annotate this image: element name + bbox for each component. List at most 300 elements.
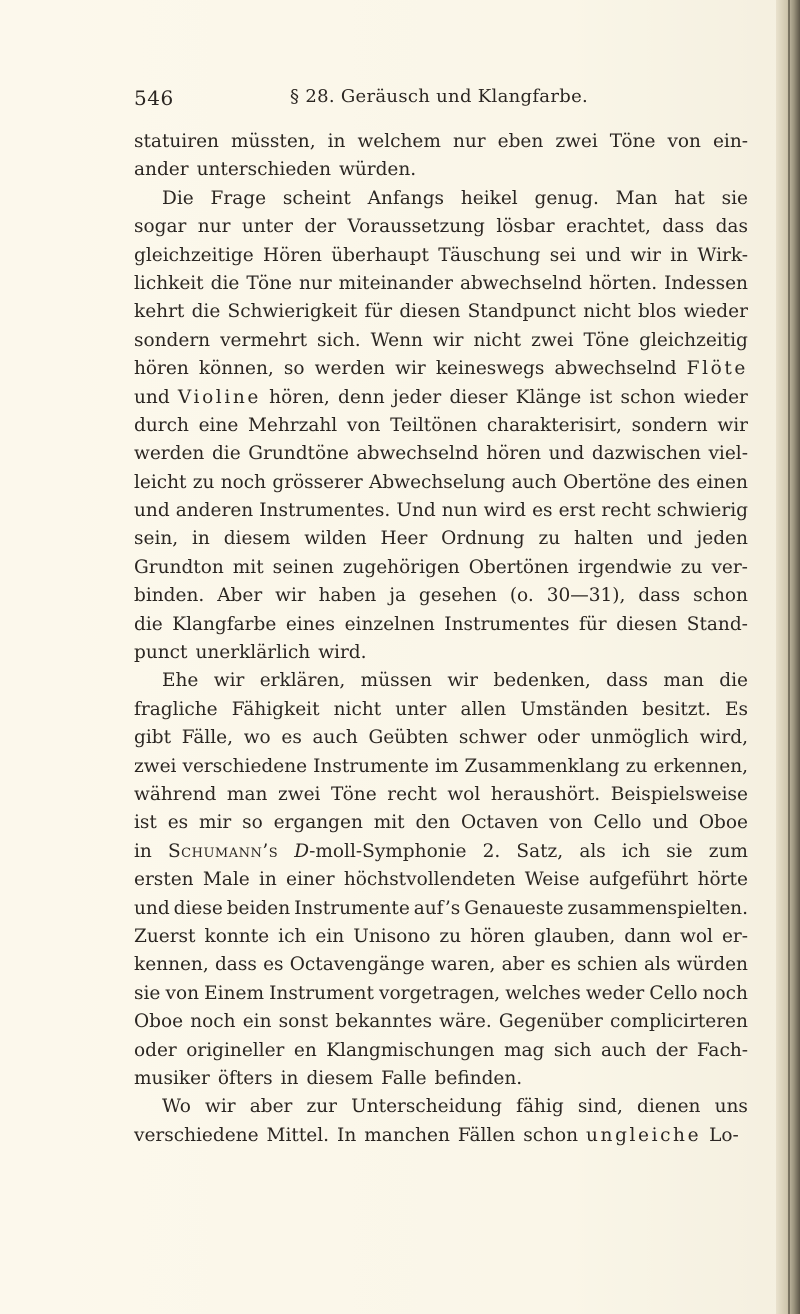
word: das: [715, 216, 748, 238]
word: fähig: [516, 1096, 564, 1118]
word: verschiedene: [182, 755, 308, 777]
word: es: [281, 727, 302, 749]
word: wir: [205, 1096, 236, 1118]
word: einzelnen: [344, 613, 435, 635]
word: hören: [486, 443, 541, 465]
word: müssten,: [230, 131, 316, 152]
word: dann: [624, 925, 671, 947]
word: in: [192, 528, 210, 550]
text-line: [134, 838, 748, 866]
word: uns: [714, 1096, 748, 1118]
word: Teiltönen: [390, 414, 478, 436]
word: sind,: [577, 1096, 623, 1118]
text-line: [134, 185, 748, 213]
word: und: [134, 386, 170, 408]
word: oder: [134, 1039, 177, 1061]
word: Lo-: [709, 1124, 739, 1146]
word: Es: [724, 698, 748, 720]
word: öfters: [217, 1067, 273, 1089]
word: in: [258, 869, 277, 891]
text-line: [134, 327, 748, 355]
word: der: [304, 216, 337, 238]
text-line: [134, 384, 748, 412]
word: Instrument: [269, 982, 374, 1004]
text-line: [134, 781, 748, 809]
word: er-: [721, 925, 748, 947]
word: schon: [620, 386, 676, 408]
word: Aber: [217, 585, 263, 607]
word: schon: [523, 1124, 579, 1146]
word: Flöte: [686, 358, 748, 380]
word: Frage: [210, 187, 267, 209]
word: im: [434, 755, 459, 777]
word: Violine: [177, 386, 261, 408]
word: Hören: [262, 244, 322, 266]
word: haben: [318, 585, 377, 607]
word: müssen: [360, 670, 432, 692]
word: des: [657, 471, 690, 493]
word: auf’s: [413, 897, 461, 919]
word: 2.: [482, 840, 501, 862]
word: Mittel.: [266, 1124, 330, 1146]
text-line: [134, 753, 748, 781]
word: erachtet,: [566, 216, 651, 238]
text-line: [134, 696, 748, 724]
word: werden: [134, 443, 205, 465]
word: Täuschung: [438, 244, 541, 266]
word: miteinander: [338, 272, 453, 294]
word: diese: [173, 897, 223, 919]
word: Wo: [162, 1096, 191, 1118]
word: Fällen: [457, 1124, 516, 1146]
word: besitzt.: [642, 698, 711, 720]
word: ungleiche: [586, 1124, 702, 1146]
word: in: [134, 840, 152, 862]
word: Falle: [381, 1067, 427, 1089]
word: diesen: [616, 613, 678, 635]
text-line: [134, 951, 748, 979]
word: der: [655, 1039, 688, 1061]
word: den: [415, 812, 451, 834]
word: wol: [447, 783, 481, 805]
word: nur: [452, 131, 486, 152]
word: diesen: [399, 301, 461, 323]
word: Umständen: [520, 698, 629, 720]
word: mir: [198, 812, 232, 834]
word: Obertöne: [563, 471, 652, 493]
word: so: [242, 812, 263, 834]
word: eben: [497, 131, 544, 152]
word: Zuerst: [134, 925, 196, 947]
word: Standpunct: [467, 301, 576, 323]
word: dass: [606, 670, 649, 692]
word: und: [585, 244, 622, 266]
word: Töne: [246, 272, 292, 294]
word: recht: [601, 500, 651, 522]
word: Klänge: [515, 386, 582, 408]
text-line: [134, 298, 748, 326]
word: wir: [717, 414, 748, 436]
word: aufgeführt: [588, 869, 689, 891]
word: weder: [585, 982, 645, 1004]
word: Grundton: [134, 556, 224, 578]
word: Abwechselung: [369, 471, 506, 493]
word: lichkeit: [134, 272, 204, 294]
text-line: [134, 242, 748, 270]
word: dass: [638, 585, 681, 607]
word: dazwischen: [591, 443, 701, 465]
word: blos: [637, 301, 677, 323]
word: für: [364, 301, 393, 323]
word: Male: [202, 869, 250, 891]
word: abwechselnd: [459, 272, 582, 294]
word: ander: [134, 159, 189, 181]
word: einer: [286, 869, 335, 891]
word: Schwierigkeit: [227, 301, 358, 323]
word: unter: [241, 216, 293, 238]
text-line: [134, 895, 748, 923]
page-number: 546: [134, 86, 174, 110]
word: und: [134, 500, 170, 522]
text-line: [134, 639, 748, 667]
word: die: [134, 613, 163, 635]
gutter-edge-line: [788, 0, 790, 1314]
word: charakterisirt,: [486, 414, 622, 436]
word: Cello: [593, 812, 642, 834]
word: sondern: [134, 329, 211, 351]
word: höchstvollendeten: [343, 869, 516, 891]
word: punct: [134, 642, 188, 664]
word: In: [337, 1124, 357, 1146]
word: Cello: [649, 982, 698, 1004]
word: diesem: [306, 1067, 374, 1089]
word: diesem: [223, 528, 291, 550]
word: zu: [439, 925, 462, 947]
word: nun: [441, 500, 478, 522]
word: Unisono: [353, 925, 431, 947]
word: unter: [395, 698, 447, 720]
word: grösserer: [272, 471, 363, 493]
word: statuiren: [134, 131, 219, 152]
text-line: [134, 582, 748, 610]
word: nicht: [333, 698, 382, 720]
word: Obertönen: [468, 556, 569, 578]
word: eines: [285, 613, 336, 635]
word: ein-: [712, 131, 748, 152]
word: ich: [278, 925, 307, 947]
word: lösbar: [496, 216, 555, 238]
word: schien: [577, 954, 638, 976]
word: und: [652, 812, 689, 834]
word: Octavengänge: [289, 954, 425, 976]
word: Instrumente: [294, 897, 410, 919]
word: kehrt: [134, 301, 185, 323]
word: Man: [615, 187, 658, 209]
word: sie: [721, 187, 748, 209]
word: es: [550, 954, 571, 976]
text-line: [134, 270, 748, 298]
word: scheint: [282, 187, 351, 209]
word: von: [346, 414, 381, 436]
word: leicht: [134, 471, 187, 493]
word: erkennen,: [653, 755, 748, 777]
word: mit: [232, 556, 264, 578]
word: sie: [666, 840, 693, 862]
word: ersten: [134, 869, 194, 891]
word: Klangmischungen: [326, 1039, 495, 1061]
word: hören,: [269, 386, 330, 408]
word: ich: [621, 840, 651, 862]
word: Heer: [380, 528, 428, 550]
word: die: [211, 443, 241, 465]
word: sein,: [134, 528, 179, 550]
word: Genaueste: [464, 897, 564, 919]
word: waren,: [430, 954, 496, 976]
word: keineswegs: [435, 358, 545, 380]
word: Fälle,: [181, 727, 234, 749]
word: die: [191, 301, 221, 323]
word: Stand-: [686, 613, 748, 635]
word: ein: [315, 925, 345, 947]
word: wäre.: [439, 1011, 492, 1033]
text-line: [134, 412, 748, 440]
word: in: [327, 131, 346, 152]
word: schon: [693, 585, 748, 607]
word: hörten.: [589, 272, 658, 294]
word: viel-: [708, 443, 748, 465]
word: es: [167, 812, 189, 834]
word: en: [293, 1039, 317, 1061]
word: Ordnung: [441, 528, 525, 550]
word: in: [280, 1067, 299, 1089]
word: Einem: [204, 982, 264, 1004]
word: zu: [680, 556, 703, 578]
word: wir: [395, 358, 426, 380]
word: zum: [708, 840, 748, 862]
word: wird.: [318, 642, 367, 664]
word: und: [134, 897, 170, 919]
word: Geübten: [368, 727, 449, 749]
text-line: [134, 1008, 748, 1036]
text-line: [134, 923, 748, 951]
word: und: [548, 443, 585, 465]
word: Gegenüber: [498, 1011, 603, 1033]
word: von: [165, 982, 200, 1004]
word: Mehrzahl: [247, 414, 338, 436]
text-line: [134, 667, 748, 695]
word: befinden.: [434, 1067, 523, 1089]
word: Beispielsweise: [610, 783, 748, 805]
word: wilden: [304, 528, 367, 550]
word: Grundtöne: [248, 443, 349, 465]
word: manchen: [364, 1124, 450, 1146]
word: denn: [338, 386, 385, 408]
word: konnte: [204, 925, 270, 947]
word: wieder: [683, 301, 748, 323]
text-line: [134, 213, 748, 241]
word: zwei: [134, 755, 177, 777]
word: Octaven: [460, 812, 539, 834]
text-line: [134, 866, 748, 894]
word: aber: [249, 1096, 293, 1118]
word: wird: [483, 500, 527, 522]
word: als: [579, 840, 606, 862]
word: complicirteren: [609, 1011, 748, 1033]
word: eine: [198, 414, 239, 436]
word: erklären,: [259, 670, 346, 692]
word: allen: [460, 698, 507, 720]
word: noch: [702, 982, 748, 1004]
word: vorgetragen,: [379, 982, 501, 1004]
word: Töne: [331, 783, 377, 805]
word: verschiedene: [134, 1124, 259, 1146]
word: welchem: [357, 131, 441, 152]
text-line: [134, 1122, 748, 1150]
word: Schumann’s: [167, 840, 279, 862]
text-line: [134, 355, 748, 383]
word: halten: [573, 528, 634, 550]
word: von: [667, 131, 701, 152]
word: sonst: [278, 1011, 329, 1033]
word: unerklärlich: [195, 642, 311, 664]
word: nicht: [473, 329, 522, 351]
word: die: [719, 670, 748, 692]
word: in: [670, 244, 689, 266]
text-line: [134, 809, 748, 837]
word: und: [647, 528, 683, 550]
word: Oboe: [134, 1011, 184, 1033]
word: durch: [134, 414, 189, 436]
word: binden.: [134, 585, 205, 607]
word: würden.: [339, 159, 417, 181]
text-line: [134, 980, 748, 1008]
word: ver-: [711, 556, 748, 578]
text-line: [134, 525, 748, 553]
word: gesehen: [418, 585, 497, 607]
word: dieser: [449, 386, 508, 408]
word: wir: [447, 670, 478, 692]
word: sich.: [317, 329, 361, 351]
word: Weise: [524, 869, 580, 891]
word: bekanntes: [335, 1011, 433, 1033]
word: auch: [312, 727, 358, 749]
word: oder: [537, 727, 580, 749]
word: vermehrt: [220, 329, 308, 351]
word: während: [134, 783, 217, 805]
word: hören: [470, 925, 525, 947]
word: (o.: [509, 585, 534, 607]
word: wird,: [699, 727, 748, 749]
word: Anfangs: [367, 187, 445, 209]
word: wir: [275, 585, 306, 607]
word: so: [283, 358, 305, 380]
word: nur: [298, 272, 332, 294]
word: mag: [503, 1039, 545, 1061]
word: schwierig: [656, 500, 748, 522]
word: hat: [674, 187, 705, 209]
word: sondern: [631, 414, 708, 436]
word: erst: [558, 500, 596, 522]
word: recht: [387, 783, 437, 805]
word: die: [210, 272, 240, 294]
word: nicht: [583, 301, 631, 323]
word: nur: [197, 216, 231, 238]
word: es: [263, 954, 284, 976]
word: noch: [220, 471, 267, 493]
word: beiden: [226, 897, 291, 919]
word: genug.: [534, 187, 599, 209]
page-header: [134, 86, 754, 116]
word: Töne: [609, 131, 656, 152]
word: Instrumentes.: [259, 500, 391, 522]
word: mit: [373, 812, 405, 834]
word: Wenn: [370, 329, 423, 351]
word: von: [549, 812, 583, 834]
word: Satz,: [516, 840, 564, 862]
word: jeden: [696, 528, 748, 550]
word: man: [663, 670, 704, 692]
word: dienen: [636, 1096, 701, 1118]
text-line: [134, 554, 748, 582]
word: irgendwie: [577, 556, 672, 578]
word: zu: [538, 528, 561, 550]
text-line: [134, 497, 748, 525]
word: zwei: [278, 783, 321, 805]
word: sogar: [134, 216, 187, 238]
word: Fähigkeit: [231, 698, 320, 720]
word: als: [643, 954, 671, 976]
text-line: [134, 440, 748, 468]
word: hören: [134, 358, 189, 380]
word: wieder: [683, 386, 748, 408]
word: ergangen: [273, 812, 363, 834]
text-line: [134, 469, 748, 497]
word: Indessen: [664, 272, 748, 294]
word: welches: [505, 982, 581, 1004]
word: schwer: [458, 727, 527, 749]
text-line: [134, 128, 748, 156]
text-line: [134, 724, 748, 752]
key-letter: D: [294, 840, 310, 862]
word: fragliche: [134, 698, 218, 720]
word: 30—31),: [546, 585, 626, 607]
word: glauben,: [533, 925, 616, 947]
word: zu: [625, 755, 648, 777]
word: wo: [243, 727, 271, 749]
word: Klangfarbe: [172, 613, 277, 635]
word: Instrumente: [313, 755, 429, 777]
word: musiker: [134, 1067, 210, 1089]
text-line: [134, 1093, 748, 1121]
running-head: § 28. Geräusch und Klangfarbe.: [290, 86, 589, 107]
text-line: [134, 156, 748, 184]
word: kennen,: [134, 954, 209, 976]
word: heraushört.: [490, 783, 601, 805]
word: gleichzeitig: [639, 329, 748, 351]
text-line: [134, 1037, 748, 1065]
word: Die: [162, 187, 194, 209]
word: für: [579, 613, 607, 635]
word: seinen: [272, 556, 334, 578]
word: zwei: [531, 329, 574, 351]
word: es: [532, 500, 553, 522]
word: Voraussetzung: [347, 216, 485, 238]
word: Unterscheidung: [351, 1096, 503, 1118]
word: abwechselnd: [554, 358, 677, 380]
word: zu: [192, 471, 215, 493]
word: sei: [549, 244, 577, 266]
word: einen: [696, 471, 748, 493]
